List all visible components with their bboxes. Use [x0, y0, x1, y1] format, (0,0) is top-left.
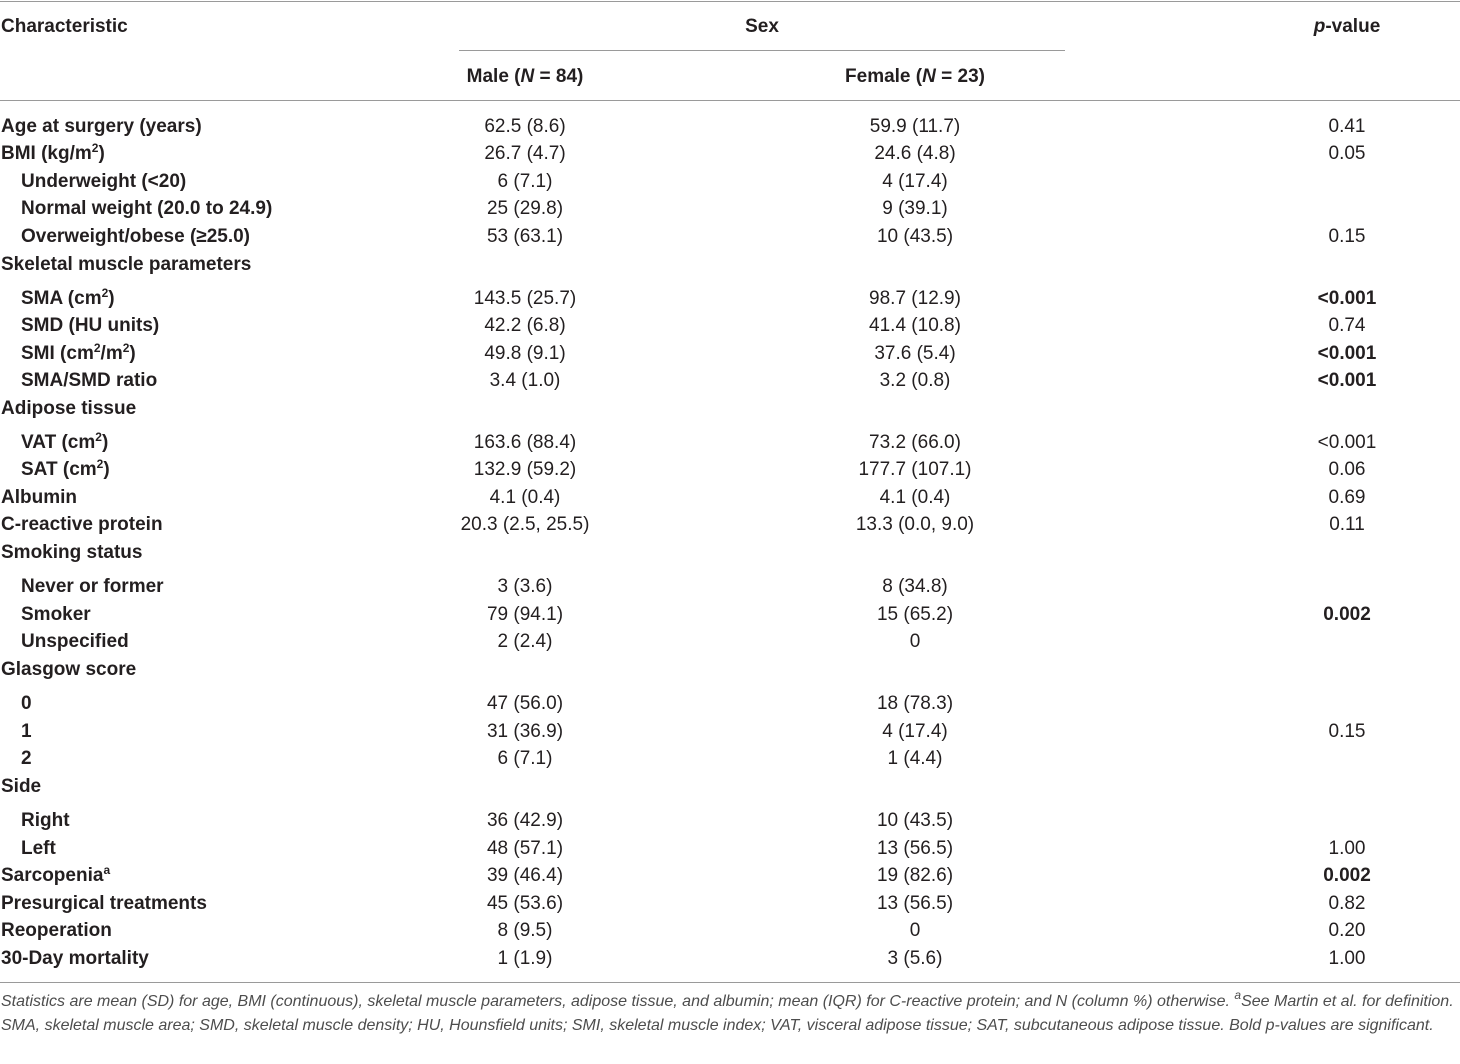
table-row — [0, 837, 1460, 861]
female-value: 8 (34.8) — [882, 576, 948, 597]
female-value: 4 (17.4) — [882, 721, 948, 742]
female-value: 13.3 (0.0, 9.0) — [855, 514, 975, 535]
p-value: <0.001 — [1317, 432, 1377, 453]
p-value: <0.001 — [1317, 288, 1377, 309]
table-row — [0, 397, 1460, 421]
female-value: 3.2 (0.8) — [879, 370, 951, 391]
footnote-text-2: See Martin et al. for definition. SMA, skeletal muscle area; SMD, skeletal muscle density; HU, Hounsfield units; SMI, skeletal muscle index; VAT, visceral adipose tissue; SAT, subcutaneous adipose tissue. Bold p-values are significant. — [1, 993, 1454, 1034]
male-value: 47 (56.0) — [486, 693, 564, 714]
table-row — [0, 947, 1460, 971]
female-value: 37.6 (5.4) — [874, 343, 956, 364]
row-label: Smoking status — [1, 542, 143, 563]
male-value: 39 (46.4) — [486, 865, 564, 886]
header-male — [390, 66, 660, 88]
male-value: 20.3 (2.5, 25.5) — [460, 514, 590, 535]
header-female-prefix: Female ( — [845, 66, 923, 87]
header-male-suffix: = 84) — [534, 66, 584, 87]
p-value: 0.20 — [1328, 920, 1366, 941]
table-row — [0, 541, 1460, 565]
table-row — [0, 342, 1460, 366]
female-value: 0 — [909, 920, 921, 941]
table-row — [0, 720, 1460, 744]
male-value: 1 (1.9) — [497, 948, 553, 969]
male-value: 8 (9.5) — [497, 920, 553, 941]
female-value: 15 (65.2) — [876, 604, 954, 625]
row-label: SAT $(cm^2)$ — [21, 457, 110, 480]
table-row — [0, 253, 1460, 277]
row-label: SMI $(cm^2/m^2)$ — [21, 341, 136, 364]
p-value: 0.69 — [1328, 487, 1366, 508]
table-row — [0, 225, 1460, 249]
female-value: 98.7 (12.9) — [869, 288, 961, 309]
top-rule — [0, 1, 1460, 2]
male-value: 79 (94.1) — [486, 604, 564, 625]
p-value: 0.41 — [1328, 116, 1366, 137]
male-value: 42.2 (6.8) — [484, 315, 566, 336]
female-value: 4 (17.4) — [882, 171, 948, 192]
female-value: 73.2 (66.0) — [869, 432, 961, 453]
female-value: 59.9 (11.7) — [869, 116, 961, 137]
row-label: 0 — [21, 693, 32, 714]
female-value: 0 — [909, 631, 921, 652]
female-value: 19 (82.6) — [876, 865, 954, 886]
row-label: Unspecified — [21, 631, 129, 652]
male-value: 25 (29.8) — [486, 198, 564, 219]
p-value: 0.06 — [1328, 459, 1366, 480]
bottom-rule — [0, 982, 1460, 983]
table-row — [0, 197, 1460, 221]
header-female-n: N — [922, 66, 936, 87]
male-value: 31 (36.9) — [486, 721, 564, 742]
table-row — [0, 575, 1460, 599]
row-label: Age at surgery (years) — [1, 116, 202, 137]
row-label: Glasgow score — [1, 659, 137, 680]
table-row — [0, 314, 1460, 338]
p-value: 0.74 — [1328, 315, 1366, 336]
row-label: 2 — [21, 748, 32, 769]
female-value: 13 (56.5) — [876, 838, 954, 859]
p-value: 0.002 — [1323, 865, 1371, 886]
row-label: VAT $(cm^2)$ — [21, 430, 109, 453]
table-row — [0, 747, 1460, 771]
female-value: 13 (56.5) — [876, 893, 954, 914]
header-male-prefix: Male ( — [466, 66, 521, 87]
female-value: 4.1 (0.4) — [879, 487, 951, 508]
male-value: 3 (3.6) — [497, 576, 553, 597]
table-row — [0, 431, 1460, 455]
male-value: 2 (2.4) — [497, 631, 553, 652]
p-value: 1.00 — [1328, 838, 1366, 859]
male-value: 62.5 (8.6) — [484, 116, 566, 137]
row-label: SMD (HU units) — [21, 315, 160, 336]
table-row — [0, 692, 1460, 716]
table-row — [0, 864, 1460, 888]
table-row — [0, 486, 1460, 510]
table-row — [0, 287, 1460, 311]
p-value: 0.002 — [1323, 604, 1371, 625]
row-label: BMI $(kg/m^2)$ — [1, 141, 105, 164]
row-label: Left — [21, 838, 56, 859]
row-label: Right — [21, 810, 70, 831]
p-value: 0.11 — [1329, 514, 1365, 535]
female-value: 3 (5.6) — [887, 948, 943, 969]
male-value: 26.7 (4.7) — [484, 143, 566, 164]
table-row — [0, 142, 1460, 166]
header-male-n: N — [520, 66, 535, 87]
male-value: 48 (57.1) — [486, 838, 564, 859]
table-row — [0, 170, 1460, 194]
footnote-text-1: Statistics are mean (SD) for age, BMI (continuous), skeletal muscle parameters, adipose tissue, and albumin; mean (IQR) for C-reactive protein; and N (column %) otherwise. — [1, 993, 1235, 1010]
row-label: Overweight/obese (≥25.0) — [21, 226, 251, 247]
p-value: 0.15 — [1328, 226, 1366, 247]
table-row — [0, 892, 1460, 916]
p-value: 0.05 — [1328, 143, 1366, 164]
row-label: Presurgical treatments — [1, 893, 207, 914]
p-value: <0.001 — [1317, 343, 1377, 364]
header-sex: Sex — [745, 16, 779, 37]
female-value: 10 (43.5) — [876, 226, 954, 247]
header-p-italic: p — [1313, 16, 1326, 37]
row-label: Smoker — [21, 604, 91, 625]
table-footnote — [1, 990, 1459, 1038]
row-label: Reoperation — [1, 920, 112, 941]
female-value: 41.4 (10.8) — [869, 315, 961, 336]
male-value: 6 (7.1) — [497, 748, 553, 769]
table-row — [0, 809, 1460, 833]
male-value: 49.8 (9.1) — [484, 343, 566, 364]
row-label: Skeletal muscle parameters — [1, 254, 252, 275]
male-value: 36 (42.9) — [486, 810, 564, 831]
row-label: SMA $(cm^2)$ — [21, 286, 115, 309]
male-value: 6 (7.1) — [497, 171, 553, 192]
female-value: 24.6 (4.8) — [874, 143, 956, 164]
table-row — [0, 775, 1460, 799]
p-value: 1.00 — [1328, 948, 1366, 969]
table-row — [0, 630, 1460, 654]
row-label: Normal weight (20.0 to 24.9) — [21, 198, 273, 219]
table-row — [0, 115, 1460, 139]
row-label: Underweight (<20) — [21, 171, 187, 192]
p-value: 0.15 — [1328, 721, 1366, 742]
female-value: 9 (39.1) — [882, 198, 948, 219]
sex-group-rule — [459, 50, 1065, 51]
male-value: 45 (53.6) — [486, 893, 564, 914]
header-p-value — [1240, 16, 1454, 38]
male-value: 132.9 (59.2) — [473, 459, 577, 480]
row-label: Side — [1, 776, 42, 797]
female-value: 1 (4.4) — [887, 748, 943, 769]
footnote-marker: a — [1234, 988, 1242, 1002]
table-row — [0, 513, 1460, 537]
row-label: Adipose tissue — [1, 398, 137, 419]
p-value: <0.001 — [1317, 370, 1377, 391]
row-label: Never or former — [21, 576, 164, 597]
row-label: Sarcopenia$^a$ — [1, 863, 111, 886]
table-row — [0, 658, 1460, 682]
table-row — [0, 458, 1460, 482]
female-value: 18 (78.3) — [876, 693, 954, 714]
table-row — [0, 919, 1460, 943]
header-p-rest: -value — [1325, 16, 1381, 37]
header-female — [780, 66, 1050, 88]
row-label: 1 — [21, 721, 32, 742]
male-value: 53 (63.1) — [486, 226, 564, 247]
table-row — [0, 369, 1460, 393]
row-label: C-reactive protein — [1, 514, 163, 535]
row-label: 30-Day mortality — [1, 948, 149, 969]
male-value: 3.4 (1.0) — [489, 370, 561, 391]
table-row — [0, 603, 1460, 627]
header-rule — [0, 100, 1460, 101]
male-value: 4.1 (0.4) — [489, 487, 561, 508]
header-characteristic: Characteristic — [1, 16, 128, 37]
header-female-suffix: = 23) — [935, 66, 985, 87]
row-label: SMA/SMD ratio — [21, 370, 158, 391]
male-value: 163.6 (88.4) — [473, 432, 577, 453]
female-value: 10 (43.5) — [876, 810, 954, 831]
female-value: 177.7 (107.1) — [858, 459, 972, 480]
male-value: 143.5 (25.7) — [473, 288, 577, 309]
p-value: 0.82 — [1328, 893, 1366, 914]
row-label: Albumin — [1, 487, 77, 508]
